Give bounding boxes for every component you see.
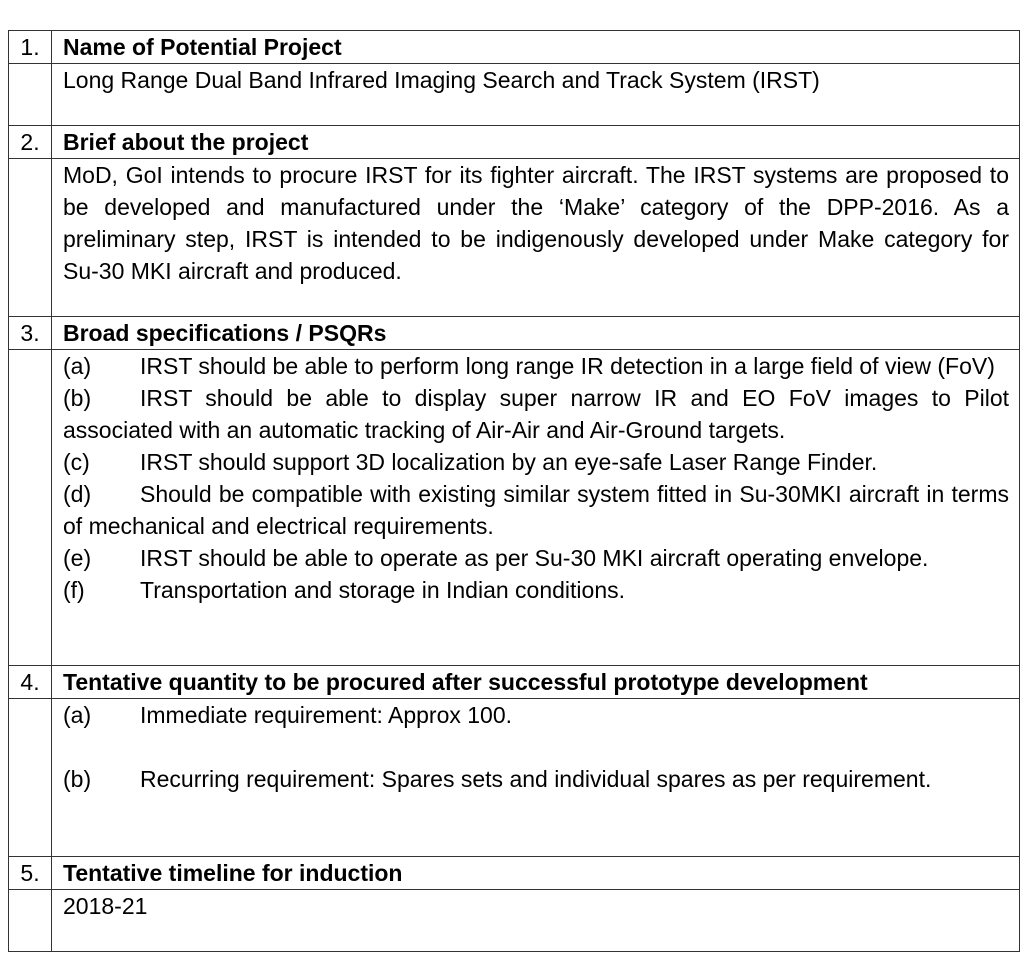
section-heading: Brief about the project [52, 126, 1020, 159]
number-cell-empty [9, 890, 52, 952]
number-cell-empty [9, 159, 52, 317]
spec-item [63, 574, 1009, 606]
quantity-list [52, 699, 1020, 857]
project-brief-text: MoD, GoI intends to procure IRST for its fighter aircraft. The IRST systems are proposed to be developed and manufactured under the ‘Make’ category of the DPP-2016. As a preliminary step, IRST is intended to be indigenously developed under Make category for Su-30 MKI aircraft and produced. [52, 159, 1020, 317]
item-label: (d) [63, 481, 92, 507]
item-label: (a) [63, 702, 92, 728]
number-cell-empty [9, 699, 52, 857]
section-content-row [9, 699, 1020, 857]
number-cell-empty [9, 64, 52, 126]
spec-item [63, 350, 1009, 382]
item-text: IRST should support 3D localization by an eye-safe Laser Range Finder. [140, 449, 878, 475]
item-label: (e) [63, 545, 92, 571]
section-heading: Name of Potential Project [52, 31, 1020, 64]
section-heading: Broad specifications / PSQRs [52, 317, 1020, 350]
project-name-text: Long Range Dual Band Infrared Imaging Search and Track System (IRST) [52, 64, 1020, 126]
section-heading-row [9, 857, 1020, 890]
quantity-item [63, 699, 1009, 731]
section-heading-row [9, 666, 1020, 699]
section-content-row [9, 350, 1020, 666]
item-label: (f) [63, 577, 85, 603]
quantity-item [63, 763, 1009, 795]
blank-line [63, 731, 1009, 763]
section-heading-row [9, 31, 1020, 64]
section-heading-row [9, 126, 1020, 159]
item-text: IRST should be able to operate as per Su-30 MKI aircraft operating envelope. [140, 545, 929, 571]
item-text: IRST should be able to display super narrow IR and EO FoV images to Pilot associated with an automatic tracking of Air-Air and Air-Ground targets. [63, 385, 1009, 443]
section-number: 3. [9, 317, 52, 350]
project-details-table [8, 30, 1020, 952]
item-label: (b) [63, 766, 92, 792]
section-heading-row [9, 317, 1020, 350]
section-heading: Tentative quantity to be procured after successful prototype development [52, 666, 1020, 699]
section-content-row [9, 64, 1020, 126]
section-content-row [9, 159, 1020, 317]
item-label: (c) [63, 449, 90, 475]
spec-item [63, 446, 1009, 478]
section-number: 5. [9, 857, 52, 890]
section-heading: Tentative timeline for induction [52, 857, 1020, 890]
item-label: (a) [63, 353, 92, 379]
section-number: 4. [9, 666, 52, 699]
number-cell-empty [9, 350, 52, 666]
specifications-list [52, 350, 1020, 666]
timeline-text: 2018-21 [52, 890, 1020, 952]
item-text: Should be compatible with existing similar system fitted in Su-30MKI aircraft in terms of mechanical and electrical requirements. [63, 481, 1009, 539]
item-text: IRST should be able to perform long range IR detection in a large field of view (FoV) [140, 353, 995, 379]
spec-item [63, 542, 1009, 574]
spec-item [63, 478, 1009, 542]
item-text: Recurring requirement: Spares sets and individual spares as per requirement. [140, 766, 932, 792]
section-content-row [9, 890, 1020, 952]
item-text: Immediate requirement: Approx 100. [140, 702, 513, 728]
section-number: 2. [9, 126, 52, 159]
spec-item [63, 382, 1009, 446]
section-number: 1. [9, 31, 52, 64]
item-text: Transportation and storage in Indian conditions. [140, 577, 626, 603]
item-label: (b) [63, 385, 92, 411]
